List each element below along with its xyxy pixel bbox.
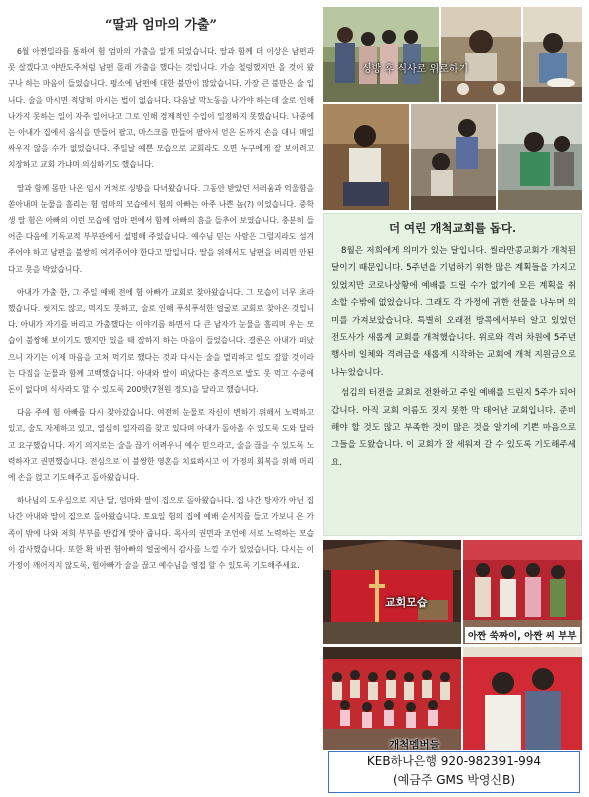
photo-man-sitting	[323, 104, 409, 210]
news-paragraph: 8월은 저희에게 의미가 있는 달입니다. 씰라만콩교회가 개척된 달이기 때문입니다. 5주년을 기념하기 위한 많은 계획들을 가지고 있었지만 코로나상황에 예배를 드릴 수가 없기에 모든 계획을 취소할 수밖에 없었습니다. 그래도 각 가정에 귀한 선물을 나누며 의미를 가져보았습니다. 특별히 오래전 방콕에서부터 알고 있었던 전도사가 새롭게 교회를 개척했습니다. 위로와 격려 차원에 5주년 행사비 일체와 격려금을 새롭게 시작하는 교회에 개척 지원금으로 나누었습니다.	[331, 246, 576, 378]
article-paragraph: 아내가 가출 한, 그 주일 예배 전에 험 아빠가 교회로 찾아왔습니다. 그 모습이 너무 초라했습니다. 씻지도 않고, 먹지도 못하고, 술로 인해 푸석푸석한 얼굴로 교회로 찾아온 것입니다. 아내가 자기를 버리고 가출했다는 이야기를 하면서 다 큰 남자가 눈물을 흘리며 우는 모습이 불쌍해 보이기도 했지만 있을 때 잘하지 하는 마음이 들었습니다. 결론은 아내가 떠났으니 자기는 이제 마음을 고쳐 먹기로 했다는 것과 다시는 술을 멀리하고 일도 잘할 것이라는 다짐을 눈물과 함께 고백했습니다. 아내와 딸이 떠났다는 충격으로 밥도 못 먹고 수중에 돈이 없다며 식사라도 할 수 있도록 200밧(7천원 정도)을 달라고 했습니다.	[8, 287, 314, 395]
article-paragraph: 6월 아짠밀라를 통하여 험 엄마의 가출을 알게 되었습니다. 딸과 함께 더 이상은 남편과 못 살겠다고 야반도주처럼 남편 몰래 가출을 했다는 것입니다. 가슴 철렁했지만 올 것이 왔구나 하는 마음이 들었습니다. 평소에 남편에 대한 불만이 많았습니다. 가장 큰 불만은 술 입니다. 술을 마시면 적당히 마시는 법이 없습니다. 다음날 막노동을 나가야 하는데 술로 인해 나가지 못하는 일이 자주 일어나고 그로 인해 경제적인 수입이 일정하지 못했습니다. 나중에는 아내가 집에서 음식을 만들어 팔고, 마스크를 만들어 팔아서 얻은 돈까지 손을 대니 매일 싸우지 않을 수가 없었습니다. 주일날 예쁜 모습으로 교회라도 오면 누구에게 잘 보이려고 치장하고 교회 가냐며 의심하기도 했습니다.	[8, 47, 314, 170]
photo-masked-people	[411, 104, 496, 210]
photo-family-group	[323, 7, 439, 102]
article-paragraph: 하나님의 도우심으로 지난 달, 엄마와 딸이 집으로 돌아왔습니다. 집 나간 탕자가 아닌 집 나간 아내와 딸이 집으로 돌아왔습니다. 토요일 험의 집에 예배 순서지를 들고 가보니 온 가족이 밖에 나와 저희 부부를 반갑게 맞아 줍니다. 목사의 권면과 조언에 서로 노력하는 모습이 감사했습니다. 또한 확 바뀐 험아빠의 얼굴에서 감사를 느낄 수가 있었습니다. 다시는 이 가정이 깨어지지 않도록, 험아빠가 술을 끊고 예수님을 영접 할 수 있도록 기도해주세요.	[8, 496, 314, 571]
bank-account-box	[328, 751, 580, 793]
photo-man-plate	[523, 7, 582, 102]
bank-account-holder: (예금주 GMS 박영신B)	[392, 773, 516, 787]
photo-caption-church: 교회모습	[385, 596, 428, 609]
news-title: 더 여린 개척교회를 돕다.	[388, 221, 517, 235]
article-body	[8, 44, 314, 581]
photo-church	[323, 540, 461, 644]
news-box	[323, 213, 582, 536]
news-body	[331, 243, 576, 475]
article-paragraph: 딸과 함께 몸만 나온 임시 거처로 싱방을 다녀왔습니다. 그동안 받았던 서러움과 억울함을 쏟아내며 눈물을 흘리는 험 엄마의 모습에서 험의 아빠는 아주 나쁜 놈(?) 이었습니다. 중학생 딸 험은 아빠의 이런 모습에 엄마 편에서 함께 아빠의 흠을 들추어 보였습니다. 충분히 들어준 다음에 기독교적 부부관에서 설명해 주었습니다. 예수님 믿는 사람은 그럴지라도 섬겨주어야 하고 남편을 불쌍히 여겨주어야 한다고 말입니다. 딸을 위해서도 남편을 버리면 안된다고 못을 박았습니다.	[8, 183, 314, 274]
bank-account-number: KEB하나은행 920-982391-994	[366, 754, 542, 768]
article-column	[6, 6, 316, 791]
photo-praying-man	[498, 104, 582, 210]
photo-woman-table	[441, 7, 521, 102]
photo-caption-meal-comfort: 싱방 후 식사로 위로하기	[362, 64, 469, 75]
photo-founding-members	[323, 647, 461, 750]
article-paragraph: 다음 주에 험 아빠를 다시 찾아갔습니다. 여전히 눈물로 자신이 변하기 위해서 노력하고 있고, 술도 자제하고 있고, 열심히 일자리를 찾고 있다며 아내가 돌아올 수 있도록 도와 달라고 요구했습니다. 자기 의지로는 술을 끊기 어려우니 예수 믿으라고, 술을 끊을 수 있도록 노력하자고 권면했습니다. 전심으로 이 불쌍한 영혼을 치료하시고 이 가정의 회복을 위해 머리에 손을 얹고 기도해주고 돌아왔습니다.	[8, 408, 314, 483]
photo-caption-members: 개척멤버들	[389, 739, 440, 751]
photo-missionary-couple	[463, 647, 582, 750]
photo-caption-couple: 아짠 쑥짜이, 아짠 씨 부부	[465, 627, 580, 643]
article-title: “딸과 엄마의 가출”	[105, 18, 217, 33]
news-paragraph: 섬김의 터전을 교회로 전환하고 주일 예배를 드린지 5주가 되어 갑니다. 아직 교회 이름도 짓지 못한 막 태어난 교회입니다. 준비해야 할 것도 많고 부족한 것이 많은 것을 알기에 기쁜 마음으로 그들을 도왔습니다. 이 교회가 잘 세워져 갈 수 있도록 기도해주세요.	[331, 388, 576, 468]
